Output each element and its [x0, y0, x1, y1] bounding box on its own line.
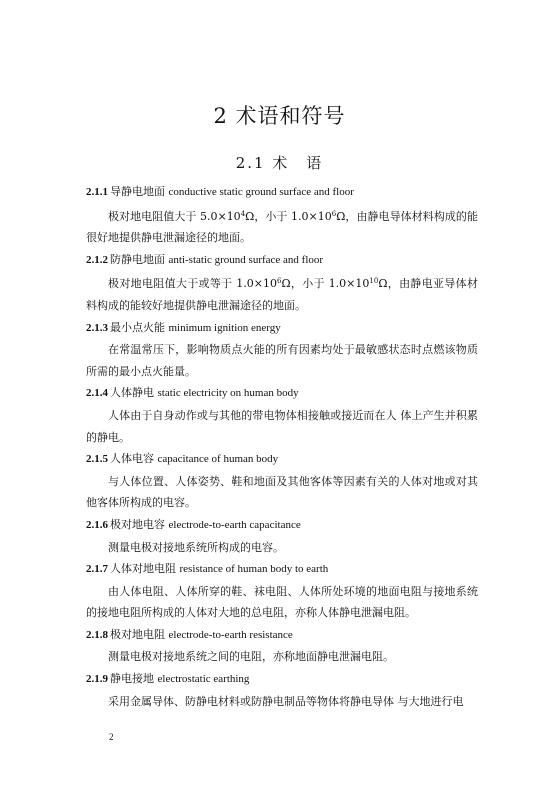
term-heading [86, 249, 478, 272]
term-number: 2.1.4 [86, 387, 108, 400]
term-heading [86, 624, 478, 647]
term-definition: 采用金属导体、防静电材料或防静电制品等物体将静电导体 与大地进行电 [108, 694, 464, 708]
term-number: 2.1.6 [86, 518, 108, 531]
term-chinese: 静电接地 [110, 672, 154, 686]
term-definition: 测量电极对接地系统所构成的电容。 [108, 540, 284, 554]
term-chinese: 最小点火能 [110, 320, 165, 334]
term-english: anti-static ground surface and floor [168, 253, 324, 266]
term-heading [86, 382, 478, 405]
term-heading [86, 317, 478, 340]
term-chinese: 人体对地电阻 [110, 562, 176, 576]
terms-body [86, 181, 478, 712]
term-heading [86, 668, 478, 691]
term-number: 2.1.3 [86, 321, 108, 334]
term-definition: 极对地电阻值大于或等于 $1.0\times 10^6\Omega$，小于 $1.0\times 10^{10}\Omega$，由静电亚导体材料构成的能较好地提供静电泄漏途径的地面。 [86, 277, 478, 312]
term-chinese: 极对地电容 [110, 517, 165, 531]
term-number: 2.1.7 [86, 563, 108, 576]
term-heading [86, 558, 478, 581]
term-definition: 由人体电阻、人体所穿的鞋、袜电阻、人体所处环境的地面电阻与接地系统的接地电阻所构成的人体对大地的总电阻，亦称人体静电泄漏电阻。 [86, 584, 478, 620]
term-heading [86, 448, 478, 471]
term-number: 2.1.9 [86, 673, 108, 686]
term-definition: 测量电极对接地系统之间的电阻，亦称地面静电泄漏电阻。 [108, 650, 394, 664]
term-heading [86, 514, 478, 537]
term-chinese: 导静电地面 [110, 185, 165, 198]
section-title: 2.1 术 语 [235, 154, 324, 172]
term-english: electrode-to-earth resistance [168, 628, 293, 641]
term-definition: 人体由于自身动作或与其他的带电物体相接触或接近而在人 体上产生并积累的静电。 [86, 408, 478, 444]
term-number: 2.1.8 [86, 628, 108, 641]
term-chinese: 防静电地面 [110, 252, 165, 266]
term-chinese: 极对地电阻 [110, 627, 165, 641]
term-english: static electricity on human body [157, 387, 299, 400]
page-number: 2 [109, 732, 114, 742]
term-chinese: 人体静电 [110, 386, 154, 400]
term-number: 2.1.1 [86, 186, 108, 198]
term-english: capacitance of human body [157, 453, 279, 466]
term-number: 2.1.5 [86, 453, 108, 466]
term-english: resistance of human body to earth [179, 563, 329, 576]
term-definition: 在常温常压下，影响物质点火能的所有因素均处于最敏感状态时点燃该物质所需的最小点火能量。 [86, 343, 478, 378]
term-english: conductive static ground surface and floor [168, 186, 354, 198]
term-number: 2.1.2 [86, 253, 108, 266]
chapter-title: 2 术语和符号 [213, 104, 346, 128]
term-english: minimum ignition energy [168, 321, 281, 334]
term-definition: 与人体位置、人体姿势、鞋和地面及其他客体等因素有关的人体对地或对其他客体所构成的电容。 [86, 474, 478, 510]
term-definition: 极对地电阻值大于 $5.0\times 10^4\Omega$，小于 $1.0\times 10^6\Omega$，由静电导体材料构成的能很好地提供静电泄漏途径的地面。 [86, 209, 478, 245]
term-heading [86, 181, 478, 204]
term-english: electrode-to-earth capacitance [168, 518, 301, 531]
term-chinese: 人体电容 [110, 452, 154, 466]
term-english: electrostatic earthing [157, 673, 250, 686]
